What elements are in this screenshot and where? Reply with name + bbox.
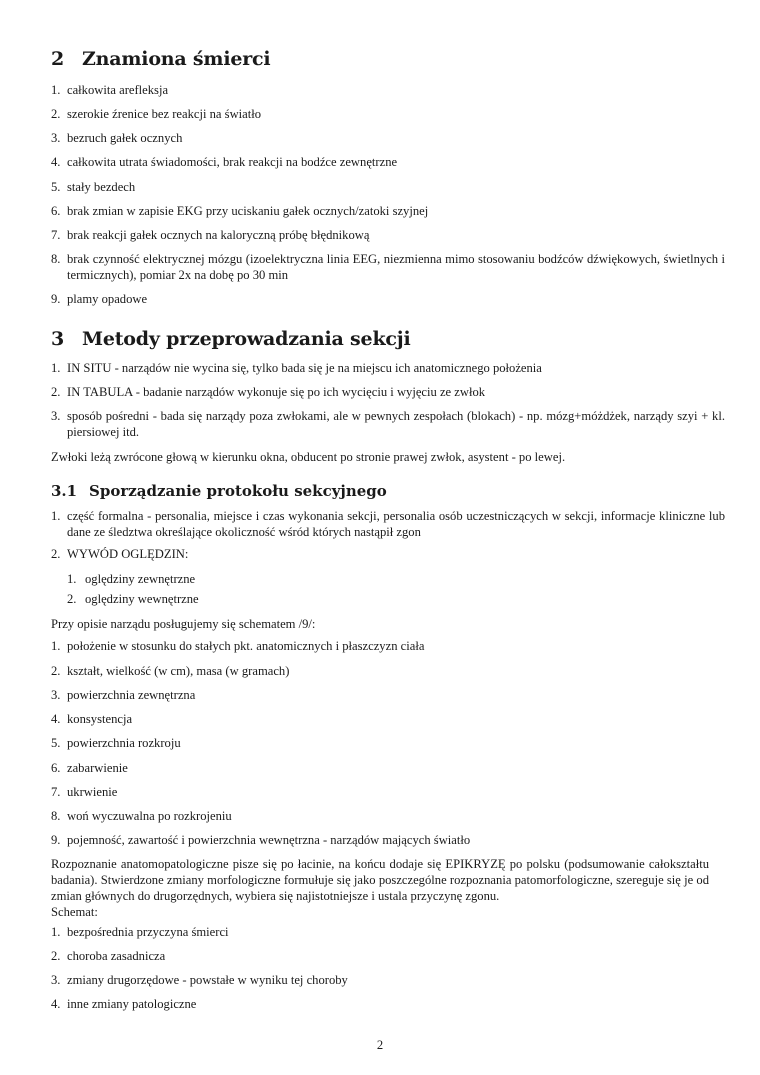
list-item: 8. woń wyczuwalna po rozkrojeniu	[51, 809, 232, 823]
list-item: 2. IN TABULA - badanie narządów wykonuje się po ich wycięciu i wyjęciu ze zwłok	[51, 385, 486, 399]
list-item: 4. konsystencja	[51, 712, 133, 726]
list-item: 9. plamy opadowe	[51, 292, 148, 306]
list-item: 1. bezpośrednia przyczyna śmierci	[51, 925, 229, 939]
list-item: 6. brak zmian w zapisie EKG przy uciskaniu gałek ocznych/zatoki szyjnej	[51, 204, 429, 218]
list-item: 3. zmiany drugorzędowe - powstałe w wyniku tej choroby	[51, 973, 348, 987]
list-item: 2. szerokie źrenice bez reakcji na światło	[51, 107, 262, 121]
list-item: 1. IN SITU - narządów nie wycina się, tylko bada się je na miejscu ich anatomicznego położenia	[51, 361, 542, 375]
section-heading-3: 3 Metody przeprowadzania sekcji	[51, 328, 411, 350]
list-item: 3. powierzchnia zewnętrzna	[51, 688, 196, 702]
list-item: 2. choroba zasadnicza	[51, 949, 166, 963]
list-item: 2. oględziny wewnętrzne	[67, 592, 199, 606]
list-item: 8. brak czynność elektrycznej mózgu (izoelektryczna linia EEG, niezmienna mimo stosowaniu bodźców dźwiękowych, świetlnych i termicznych), pomiar 2x na dobę po 30 min	[51, 252, 725, 282]
schema-label: Schemat:	[51, 905, 98, 919]
schema-intro: Przy opisie narządu posługujemy się schematem /9/:	[51, 617, 316, 631]
body-paragraph: Zwłoki leżą zwrócone głową w kierunku okna, obducent po stronie prawej zwłok, asystent - po lewej.	[51, 450, 566, 464]
page-number: 2	[376, 1038, 384, 1052]
list-item: 6. zabarwienie	[51, 761, 128, 775]
list-item: 5. stały bezdech	[51, 180, 136, 194]
section-heading-2: 2 Znamiona śmierci	[51, 48, 271, 70]
list-item: 3. sposób pośredni - bada się narządy poza zwłokami, ale w pewnych zespołach (blokach) - np. mózg+móżdżek, narządy szyi + kl. piersiowej itd.	[51, 409, 725, 439]
list-item: 9. pojemność, zawartość i powierzchnia wewnętrzna - narządów mających światło	[51, 833, 471, 847]
list-item: 1. oględziny zewnętrzne	[67, 572, 196, 586]
subsection-heading-3-1: 3.1 Sporządzanie protokołu sekcyjnego	[51, 482, 387, 500]
list-item: 4. inne zmiany patologiczne	[51, 997, 197, 1011]
list-item: 3. bezruch gałek ocznych	[51, 131, 183, 145]
list-item: 2. WYWÓD OGLĘDZIN:	[51, 547, 189, 561]
list-item: 5. powierzchnia rozkroju	[51, 736, 181, 750]
list-item: 1. część formalna - personalia, miejsce i czas wykonania sekcji, personalia osób uczestniczących w sekcji, informacje kliniczne lub dane ze śledztwa określające okoliczność wśród których nastąpił zgon	[51, 509, 725, 539]
list-item: 1. całkowita arefleksja	[51, 83, 169, 97]
list-item: 7. ukrwienie	[51, 785, 118, 799]
list-item: 4. całkowita utrata świadomości, brak reakcji na bodźce zewnętrzne	[51, 155, 398, 169]
list-item: 7. brak reakcji gałek ocznych na kaloryczną próbę błędnikową	[51, 228, 370, 242]
list-item: 1. położenie w stosunku do stałych pkt. anatomicznych i płaszczyzn ciała	[51, 639, 425, 653]
list-item: 2. kształt, wielkość (w cm), masa (w gramach)	[51, 664, 290, 678]
diagnosis-paragraph: Rozpoznanie anatomopatologiczne pisze się po łacinie, na końcu dodaje się EPIKRYZĘ po polsku (podsumowanie całokształtu badania). Stwierdzone zmiany morfologiczne formułuje się jako poszczególne rozpoznania patomorfologiczne, szereguje się je od zmian głównych do drugorzędnych, wybiera się najistotniejsze i ustala przyczynę zgonu.	[51, 857, 709, 903]
